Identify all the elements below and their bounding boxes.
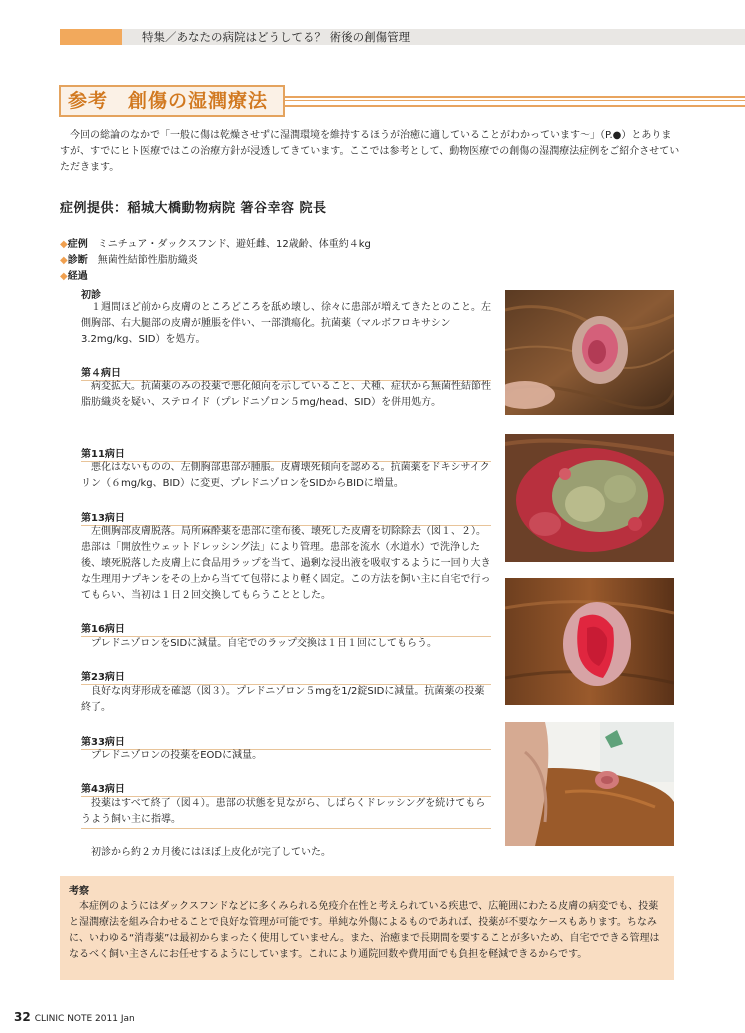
entry-body: [81, 845, 494, 861]
entry-body: [81, 684, 494, 716]
wound-photo-2: [505, 434, 674, 562]
entry-body: [81, 636, 494, 652]
entry-body: [81, 796, 494, 828]
discussion-box: [60, 876, 674, 980]
wound-photo-4: [505, 722, 674, 846]
entry-text: 良好な肉芽形成を確認（図３）。プレドニゾロン５mgを1/2錠SIDに減量。抗菌薬の投薬終了。: [81, 686, 485, 713]
discussion-heading: 考察: [69, 886, 89, 897]
case-course-label: 経過: [67, 271, 88, 282]
entry-text: 悪化はないものの、左側胸部患部が腫脹。皮膚壊死傾向を認める。抗菌薬をドキシサイクリン（６mg/kg、BID）に変更、プレドニゾロンをSIDからBIDに増量。: [81, 462, 490, 489]
entry-body: [81, 460, 494, 492]
entry-text: 左側胸部皮膚脱落。局所麻酔薬を患部に塗布後、壊死した皮膚を切除除去（図１、２）。患部は「開放性ウェットドレッシング法」により管理。患部を流水（水道水）で洗浄した後、壊死脱落した皮膚上に食品用ラップを当て、過剰な浸出液を吸収するように一回り大きな生理用ナプキンをその上から当てて包帯により軽く固定。この方法を飼い主に自宅で行ってもらい、当初は１日２回交換してもらうこととした。: [81, 526, 491, 601]
case-animal-value: ミニチュア・ダックスフンド、避妊雌、12歳齢、体重約４kg: [97, 239, 371, 250]
case-animal-label: 症例: [67, 239, 88, 250]
wound-photo-3: [505, 578, 674, 705]
case-course-row: [60, 269, 88, 285]
entry-text: プレドニゾロンの投薬をEODに減量。: [91, 750, 263, 761]
entry-heading: 第33病日: [81, 733, 491, 750]
entry-heading: 第43病日: [81, 780, 491, 797]
diamond-icon: ◆: [60, 271, 68, 282]
entry-divider: [81, 828, 491, 829]
header-title: 特集／あなたの病院はどうしてる？ 術後の創傷管理: [142, 30, 411, 44]
entry-heading: 第11病日: [81, 445, 491, 462]
intro-text: 今回の総論のなかで「一般に傷は乾燥させずに湿潤環境を維持するほうが治癒に適していることがわかっています～」（P.●）とありますが、すでにヒト医療ではこの治療方針が浸透してきています。ここでは参考として、動物医療での創傷の湿潤療法症例をご紹介させていただきます。: [60, 130, 680, 173]
case-animal-row: [60, 237, 371, 253]
case-diagnosis-row: [60, 253, 198, 269]
section-title: 参考 創傷の湿潤療法: [68, 90, 269, 112]
entry-heading: 第４病日: [81, 364, 491, 381]
entry-body: [81, 300, 494, 348]
entry-heading: 第23病日: [81, 668, 491, 685]
header-accent: [60, 29, 122, 45]
entry-heading: 初診: [81, 290, 101, 301]
diamond-icon: ◆: [60, 239, 68, 250]
entry-text: 投薬はすべて終了（図４）。患部の状態を見ながら、しばらくドレッシングを続けてもらうよう飼い主に指導。: [81, 798, 486, 825]
entry-text: 初診から約２カ月後にはほぼ上皮化が完了していた。: [91, 847, 331, 858]
entry-body: [81, 524, 494, 604]
intro-paragraph: [60, 128, 680, 176]
discussion-text: 本症例のようにはダックスフンドなどに多くみられる免疫介在性と考えられている疾患で、広範囲にわたる皮膚の病変でも、投薬と湿潤療法を組み合わせることで良好な管理が可能です。単純な外傷によるものであれば、投薬が不要なケースもあります。ちなみに、いわゆる“消毒薬”は最初からまったく使用していません。また、治癒まで長期間を要することが多いため、自宅でできる管理はなるべく飼い主さんにお任せするようにしています。これにより通院回数や費用面でも負担を軽減できるからです。: [69, 901, 660, 960]
entry-heading: 第13病日: [81, 509, 491, 526]
wound-photo-1: [505, 290, 674, 415]
case-diagnosis-label: 診断: [67, 255, 88, 266]
entry-heading: 第16病日: [81, 620, 491, 637]
page-number: 32: [14, 1010, 31, 1024]
entry-text: 病変拡大。抗菌薬のみの投薬で悪化傾向を示していること、犬種、症状から無菌性結節性脂肪織炎を疑い、ステロイド（プレドニゾロン５mg/head、SID）を併用処方。: [81, 381, 491, 408]
entry-body: [81, 379, 494, 411]
diamond-icon: ◆: [60, 255, 68, 266]
magazine-name: CLINIC NOTE 2011 Jan: [34, 1014, 135, 1024]
case-diagnosis-value: 無菌性結節性脂肪織炎: [97, 255, 198, 266]
entry-body: [81, 748, 494, 764]
case-provider: 症例提供：稲城大橋動物病院 箸谷幸容 院長: [60, 201, 327, 216]
title-rule: [285, 96, 745, 107]
entry-text: １週間ほど前から皮膚のところどころを舐め壊し、徐々に患部が増えてきたとのこと。左側胸部、右大腿部の皮膚が腫脹を伴い、一部潰瘍化。抗菌薬（マルボフロキサシン3.2mg/kg、SID）を処方。: [81, 302, 491, 345]
entry-text: プレドニゾロンをSIDに減量。自宅でのラップ交換は１日１回にしてもらう。: [91, 638, 437, 649]
page-footer: [14, 1010, 135, 1024]
